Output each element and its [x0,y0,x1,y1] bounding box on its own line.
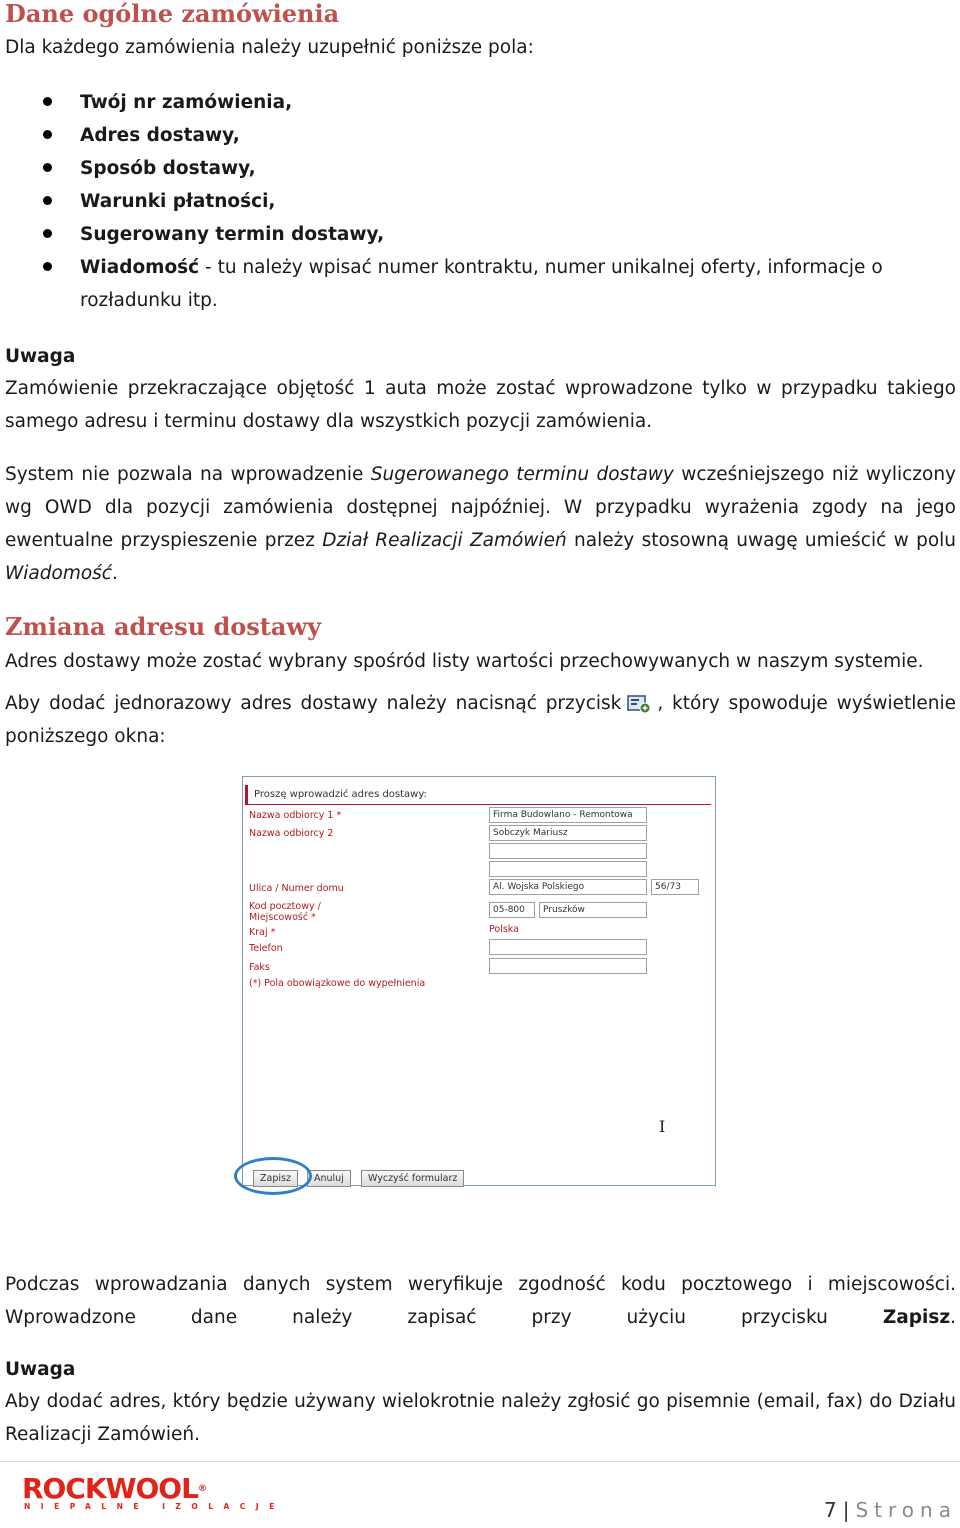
owd-paragraph: System nie pozwala na wprowadzenie Sugerowanego terminu dostawy wcześniejszego niż wyliczony wg OWD dla pozycji zamówienia dostępnej najpóźniej. W przypadku wyrażenia zgody na jego ewentualne przyspieszenie przez Dział Realizacji Zamówień należy stosowną uwagę umieścić w polu Wiadomość. [5,464,957,584]
note-text-2: Aby dodać adres, który będzie używany wielokrotnie należy zgłosić go pisemnie (email, fax) do Działu Realizacji Zamówień. [5,1391,956,1445]
label-name1: Nazwa odbiorcy 1 * [249,810,342,821]
list-item: Sugerowany termin dostawy, [0,218,960,251]
postal-verify-paragraph: Podczas wprowadzania danych system weryfikuje zgodność kodu pocztowego i miejscowości. Wprowadzone dane należy zapisać przy użyciu przycisku Zapisz. [5,1274,956,1328]
page-number: 7 | Strona [824,1498,957,1522]
label-city: Miejscowość * [249,912,316,923]
note-label: Uwaga [5,346,76,367]
fax-field[interactable] [489,958,647,974]
delivery-address-dialog [242,776,716,1186]
name2-field[interactable]: Sobczyk Mariusz [489,825,647,841]
text-cursor-icon: I [659,1117,666,1136]
cancel-button[interactable]: Anuluj [307,1170,351,1187]
intro-text: Dla każdego zamówienia należy uzupełnić poniższe pola: [5,37,534,58]
postal-code-field[interactable]: 05-800 [489,902,535,918]
name1-field[interactable]: Firma Budowlano - Remontowa [489,807,647,823]
label-street: Ulica / Numer domu [249,883,344,894]
save-button[interactable]: Zapisz [253,1170,298,1187]
required-note: (*) Pola obowiązkowe do wypełnienia [249,978,426,989]
required-fields-list [0,86,960,317]
address-intro: Adres dostawy może zostać wybrany spośród listy wartości przechowywanych w naszym systemie. [5,651,924,672]
bullet-icon [43,229,52,238]
rockwool-logo: ROCKWOOL® [22,1472,207,1505]
save-highlight-ring [234,1157,312,1195]
list-item: Warunki płatności, [0,185,960,218]
footer-divider [0,1461,960,1462]
note-text: Zamówienie przekraczające objętość 1 auta może zostać wprowadzone tylko w przypadku takiego samego adresu i terminu dostawy dla wszystkich pozycji zamówienia. [5,378,956,432]
dialog-title: Proszę wprowadzić adres dostawy: [245,785,711,805]
list-item: Adres dostawy, [0,119,960,152]
name4-field[interactable] [489,861,647,877]
label-postal: Kod pocztowy / [249,901,321,912]
city-field[interactable]: Pruszków [539,902,647,918]
section-title-address: Zmiana adresu dostawy [5,612,322,641]
bullet-icon [43,97,52,106]
label-fax: Faks [249,962,270,973]
label-country: Kraj * [249,927,276,938]
country-value: Polska [489,924,519,935]
house-number-field[interactable]: 56/73 [651,879,699,895]
label-phone: Telefon [249,943,283,954]
bullet-icon [43,130,52,139]
note-label-2: Uwaga [5,1359,76,1380]
clear-form-button[interactable]: Wyczyść formularz [361,1170,464,1187]
logo-tagline: NIEPALNE IZOLACJE [24,1502,285,1511]
bullet-icon [43,196,52,205]
list-item: Twój nr zamówienia, [0,86,960,119]
bullet-icon [43,163,52,172]
street-field[interactable]: Al. Wojska Polskiego [489,879,647,895]
name3-field[interactable] [489,843,647,859]
list-item: Wiadomość - tu należy wpisać numer kontraktu, numer unikalnej oferty, informacje o rozładunku itp. [0,251,890,317]
list-item: Sposób dostawy, [0,152,960,185]
phone-field[interactable] [489,939,647,955]
label-name2: Nazwa odbiorcy 2 [249,828,334,839]
add-address-icon [627,693,651,715]
add-address-paragraph: Aby dodać jednorazowy adres dostawy należy nacisnąć przycisk , który spowoduje wyświetlenie poniższego okna: [5,693,956,747]
section-title-general: Dane ogólne zamówienia [5,0,340,28]
bullet-icon [43,262,52,271]
